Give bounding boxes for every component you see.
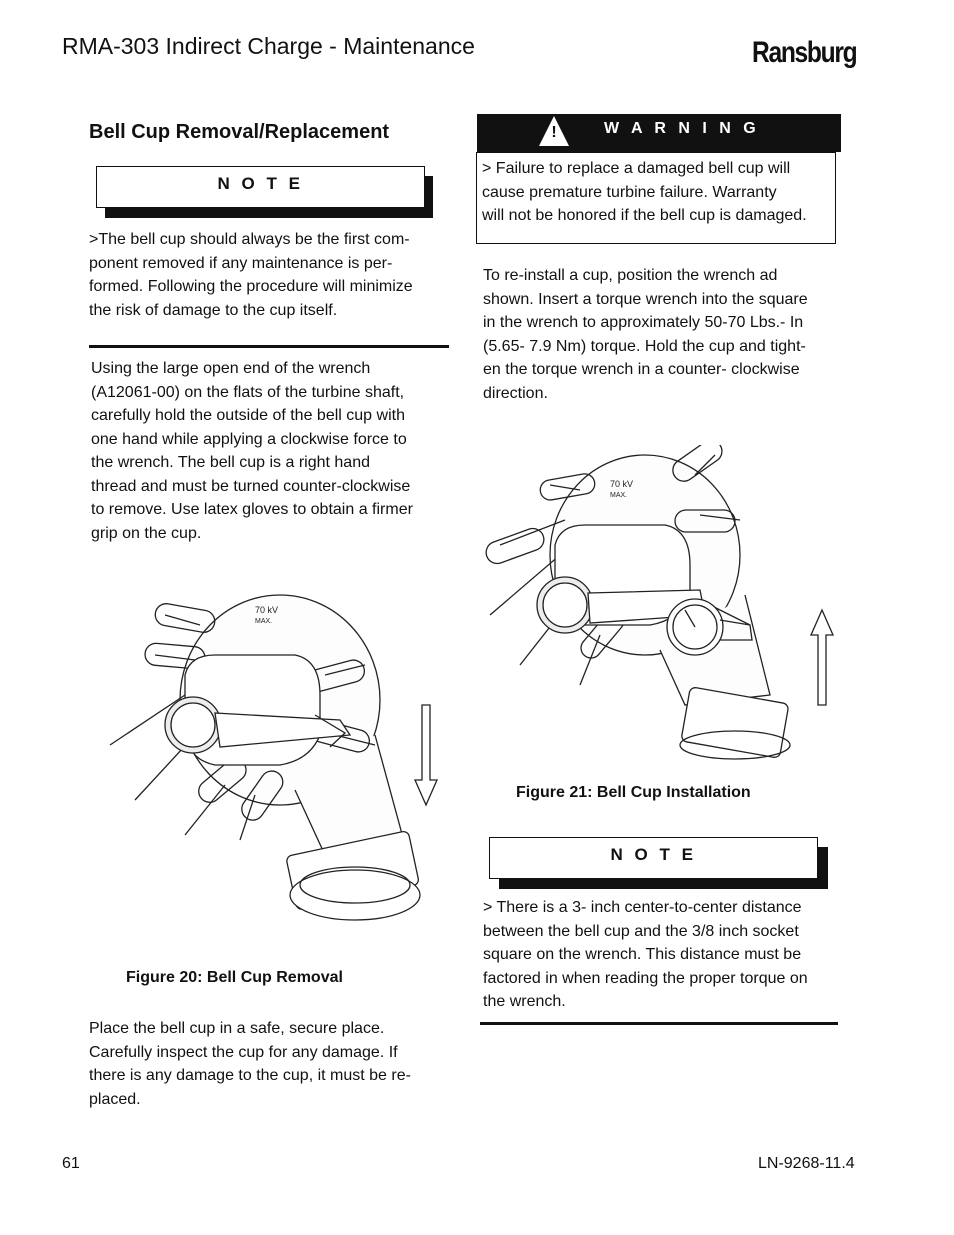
text-line: cause premature turbine failure. Warranty: [482, 183, 777, 201]
text-line: the wrench.: [483, 993, 566, 1010]
install-procedure-text: [483, 264, 843, 405]
page-number: 61: [62, 1155, 80, 1172]
text-line: the risk of damage to the cup itself.: [89, 301, 338, 319]
note-text-right: [483, 896, 843, 1014]
figure-20-caption: Figure 20: Bell Cup Removal: [126, 969, 343, 986]
figure-label-kv: 70 kV: [255, 605, 279, 615]
text-line: en the torque wrench in a counter- clockwise: [483, 361, 800, 378]
text-line: Carefully inspect the cup for any damage. If: [89, 1043, 398, 1061]
note-callout-left: [96, 166, 436, 218]
warning-text: [482, 157, 836, 228]
figure-21-caption: Figure 21: Bell Cup Installation: [516, 784, 751, 801]
text-line: thread and must be turned counter-clockwise: [91, 477, 411, 495]
text-line: Place the bell cup in a safe, secure place.: [89, 1020, 385, 1037]
bell-cup-installation-figure: [480, 445, 845, 765]
text-line: (A12061-00) on the flats of the turbine shaft,: [91, 383, 405, 401]
text-line: direction.: [483, 384, 548, 402]
text-line: will not be honored if the bell cup is damaged.: [482, 207, 807, 224]
text-line: >The bell cup should always be the first com-: [89, 231, 410, 248]
note-label-box: N O T E: [96, 166, 425, 208]
text-line: one hand while applying a clockwise force to: [91, 430, 407, 448]
note-label-box: N O T E: [489, 837, 818, 879]
text-line: ponent removed if any maintenance is per-: [89, 254, 393, 272]
text-line: in the wrench to approximately 50-70 Lbs.- In: [483, 314, 804, 331]
text-line: the wrench. The bell cup is a right hand: [91, 454, 370, 471]
figure-label-max: MAX.: [610, 492, 628, 499]
text-line: there is any damage to the cup, it must be re-: [89, 1067, 411, 1084]
text-line: carefully hold the outside of the bell cup with: [91, 407, 405, 424]
text-line: > There is a 3- inch center-to-center distance: [483, 899, 802, 916]
figure-label-max: MAX.: [255, 618, 273, 625]
section-title: Bell Cup Removal/Replacement: [89, 121, 390, 143]
text-line: (5.65- 7.9 Nm) torque. Hold the cup and tight-: [483, 337, 806, 355]
closing-text-left: [89, 1017, 449, 1111]
text-line: grip on the cup.: [91, 524, 202, 542]
text-line: shown. Insert a torque wrench into the square: [483, 290, 808, 308]
document-id: LN-9268-11.4: [758, 1155, 855, 1172]
text-line: factored in when reading the proper torque on: [483, 969, 808, 987]
text-line: > Failure to replace a damaged bell cup will: [482, 160, 791, 177]
warning-label: W A R N I N G: [604, 120, 760, 137]
text-line: square on the wrench. This distance must be: [483, 946, 802, 963]
text-line: placed.: [89, 1090, 141, 1108]
text-line: between the bell cup and the 3/8 inch socket: [483, 922, 799, 940]
page-header-title: RMA-303 Indirect Charge - Maintenance: [62, 33, 475, 59]
note-callout-right: [489, 837, 829, 889]
text-line: To re-install a cup, position the wrench ad: [483, 267, 778, 284]
brand-logo: Ransburg: [752, 36, 857, 69]
text-line: to remove. Use latex gloves to obtain a firmer: [91, 501, 413, 518]
text-line: formed. Following the procedure will minimize: [89, 278, 413, 295]
text-line: Using the large open end of the wrench: [91, 360, 371, 377]
note-text-left: [89, 228, 449, 322]
bell-cup-removal-figure: [95, 585, 450, 950]
note-end-rule-left: [89, 345, 449, 348]
warning-exclamation-icon: !: [551, 124, 557, 141]
removal-procedure-text: [91, 357, 451, 545]
note-end-rule-right: [480, 1022, 838, 1025]
figure-label-kv: 70 kV: [610, 479, 634, 489]
